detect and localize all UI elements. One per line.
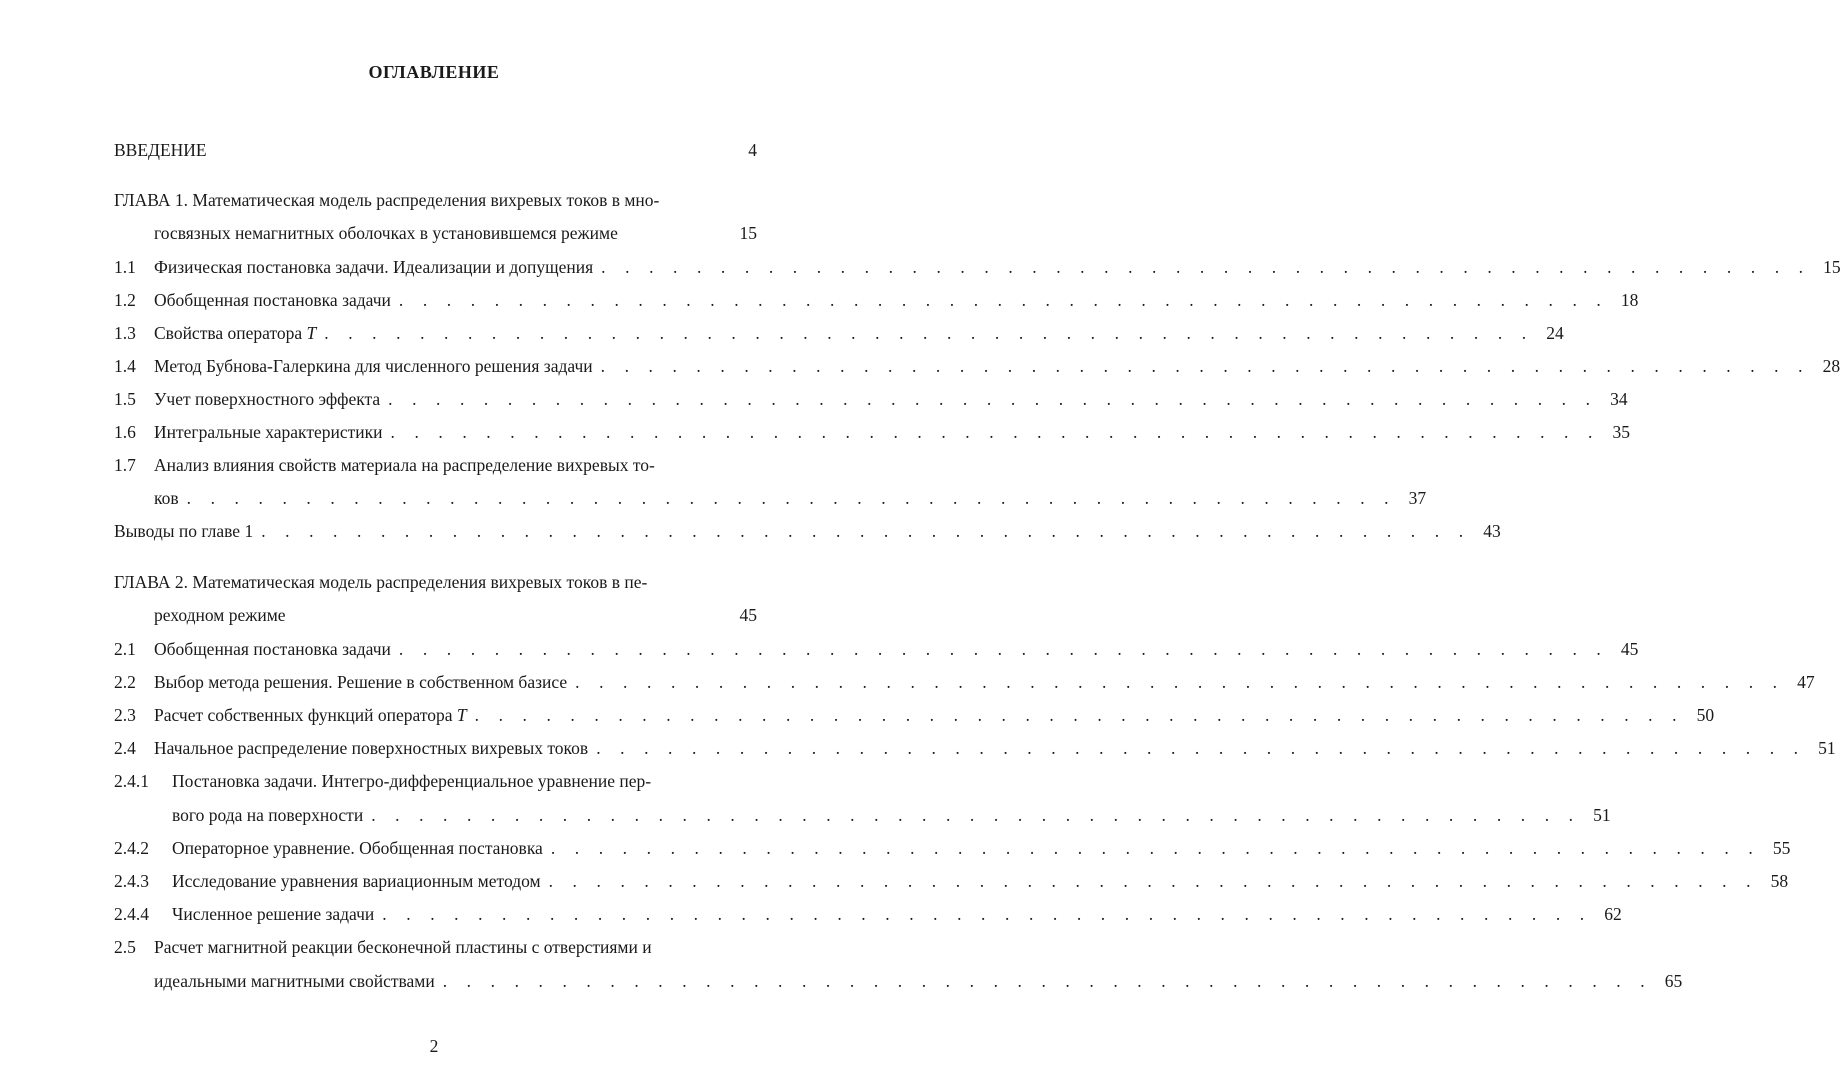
toc-section-1-7-heading[interactable]	[114, 454, 757, 476]
toc-text: Численное решение задачи	[172, 904, 375, 924]
toc-text: Выводы по главе 1	[114, 521, 254, 541]
toc-leader-dots: . . . . . . . . . . . . . . . . . . . . . . . . . . . . . . . . . . . . . . . . . . . . . . . . . . .	[186, 488, 1397, 508]
toc-section-2-4-2[interactable]	[114, 837, 1791, 859]
toc-leader-dots: . . . . . . . . . . . . . . . . . . . . . . . . . . . . . . . . . . . . . . . . . . . . . . . . . . .	[600, 356, 1811, 376]
toc-leader-dots: . . . . . . . . . . . . . . . . . . . . . . . . . . . . . . . . . . . . . . . . . . . . . . . . . . .	[548, 871, 1759, 891]
toc-section-1-7[interactable]	[114, 487, 1427, 509]
toc-text: Метод Бубнова-Галеркина для численного решения задачи	[154, 356, 593, 376]
toc-text: ГЛАВА 1. Математическая модель распределения вихревых токов в мно-	[114, 190, 660, 210]
page-number: 2	[429, 1036, 439, 1056]
toc-number: 2.1	[114, 639, 136, 659]
toc-number: 1.6	[114, 422, 136, 442]
toc-leader-dots: . . . . . . . . . . . . . . . . . . . . . . . . . . . . . . . . . . . . . . . . . . . . . . . . . . .	[398, 639, 1609, 659]
toc-text-group	[154, 704, 467, 726]
toc-entry-intro[interactable]	[114, 139, 757, 161]
toc-page: 24	[1546, 323, 1564, 343]
toc-text: Расчет собственных функций оператора	[154, 705, 453, 725]
toc-number: 1.1	[114, 257, 136, 277]
toc-leader-dots: . . . . . . . . . . . . . . . . . . . . . . . . . . . . . . . . . . . . . . . . . . . . . . . . . . .	[324, 323, 1534, 343]
toc-text-group	[154, 322, 316, 344]
operator-symbol: T	[306, 323, 317, 343]
toc-section-2-2[interactable]	[114, 671, 1815, 693]
toc-section-2-3[interactable]	[114, 704, 1715, 726]
toc-leader-dots: . . . . . . . . . . . . . . . . . . . . . . . . . . . . . . . . . . . . . . . . . . . . . . . . . . .	[398, 290, 1609, 310]
toc-text: ГЛАВА 2. Математическая модель распределения вихревых токов в пе-	[114, 572, 648, 592]
toc-leader-dots: . . . . . . . . . . . . . . . . . . . . . . . . . . . . . . . . . . . . . . . . . . . . . . . . . . .	[382, 904, 1592, 924]
toc-text: Обобщенная постановка задачи	[154, 290, 391, 310]
toc-section-2-5[interactable]	[114, 970, 1683, 992]
toc-page: 50	[1696, 705, 1715, 725]
toc-leader-dots: . . . . . . . . . . . . . . . . . . . . . . . . . . . . . . . . . . . . . . . . . . . . . . . . . . .	[388, 389, 1598, 409]
toc-page: 43	[1483, 521, 1501, 541]
toc-text: Физическая постановка задачи. Идеализации и допущения	[154, 257, 594, 277]
toc-page: 28	[1822, 356, 1841, 376]
toc-text: Учет поверхностного эффекта	[154, 389, 381, 409]
toc-chapter-2-heading[interactable]	[114, 571, 757, 593]
toc-page: 55	[1772, 838, 1791, 858]
operator-symbol: T	[456, 705, 467, 725]
toc-section-2-4-1[interactable]	[114, 804, 1611, 826]
toc-number: 2.4.4	[114, 904, 149, 924]
toc-number: 2.2	[114, 672, 136, 692]
toc-page: 15	[739, 223, 757, 243]
toc-text: Интегральные характеристики	[154, 422, 383, 442]
toc-page: 45	[739, 605, 757, 625]
toc-leader-dots: . . . . . . . . . . . . . . . . . . . . . . . . . . . . . . . . . . . . . . . . . . . . . . . . . . .	[575, 672, 1785, 692]
toc-leader-dots: . . . . . . . . . . . . . . . . . . . . . . . . . . . . . . . . . . . . . . . . . . . . . . . . . . .	[390, 422, 1600, 442]
toc-text: Начальное распределение поверхностных вихревых токов	[154, 738, 589, 758]
toc-chapter-2[interactable]	[114, 604, 757, 626]
toc-number: 1.7	[114, 455, 136, 475]
toc-text: Постановка задачи. Интегро-дифференциальное уравнение пер-	[172, 771, 652, 791]
toc-leader-dots: . . . . . . . . . . . . . . . . . . . . . . . . . . . . . . . . . . . . . . . . . . . . . . . . . . .	[550, 838, 1761, 858]
toc-number: 2.5	[114, 937, 136, 957]
toc-section-2-4-4[interactable]	[114, 903, 1622, 925]
toc-number: 1.4	[114, 356, 136, 376]
toc-page: 47	[1797, 672, 1815, 692]
toc-page: 18	[1620, 290, 1639, 310]
toc-page: 62	[1604, 904, 1622, 924]
toc-page: 51	[1818, 738, 1836, 758]
toc-text: вого рода на поверхности	[172, 805, 364, 825]
toc-leader-dots: . . . . . . . . . . . . . . . . . . . . . . . . . . . . . . . . . . . . . . . . . . . . . . . . . . .	[261, 521, 1471, 541]
toc-text: Свойства оператора	[154, 323, 303, 343]
toc-section-1-6[interactable]	[114, 421, 1630, 443]
toc-section-1-4[interactable]	[114, 355, 1841, 377]
toc-page: 15	[1823, 257, 1841, 277]
toc-number: 1.5	[114, 389, 136, 409]
toc-page: 58	[1770, 871, 1789, 891]
toc-text: реходном режиме	[154, 605, 286, 625]
toc-page: 51	[1593, 805, 1611, 825]
toc-text: Расчет магнитной реакции бесконечной пластины с отверстиями и	[154, 937, 652, 957]
toc-text: Операторное уравнение. Обобщенная постановка	[172, 838, 543, 858]
toc-section-1-1[interactable]	[114, 256, 1841, 278]
toc-page: 65	[1664, 971, 1683, 991]
toc-leader-dots: . . . . . . . . . . . . . . . . . . . . . . . . . . . . . . . . . . . . . . . . . . . . . . . . . . .	[596, 738, 1806, 758]
toc-chapter-1-heading[interactable]	[114, 189, 757, 211]
toc-chapter-1[interactable]	[114, 222, 757, 244]
toc-section-2-1[interactable]	[114, 638, 1639, 660]
toc-number: 2.4.2	[114, 838, 149, 858]
toc-number: 2.4	[114, 738, 136, 758]
toc-number: 1.2	[114, 290, 136, 310]
toc-text: Анализ влияния свойств материала на распределение вихревых то-	[154, 455, 655, 475]
toc-text: Обобщенная постановка задачи	[154, 639, 391, 659]
toc-text: ков	[154, 488, 179, 508]
toc-leader-dots: . . . . . . . . . . . . . . . . . . . . . . . . . . . . . . . . . . . . . . . . . . . . . . . . . . .	[474, 705, 1685, 725]
toc-number: 2.4.3	[114, 871, 149, 891]
toc-section-2-4[interactable]	[114, 737, 1836, 759]
toc-section-1-3[interactable]	[114, 322, 1564, 344]
toc-leader-dots: . . . . . . . . . . . . . . . . . . . . . . . . . . . . . . . . . . . . . . . . . . . . . . . . . . .	[442, 971, 1653, 991]
toc-title: ОГЛАВЛЕНИЕ	[368, 62, 500, 82]
toc-section-2-5-heading[interactable]	[114, 936, 757, 958]
toc-page: 45	[1620, 639, 1639, 659]
toc-page: 35	[1612, 422, 1630, 442]
toc-section-2-4-1-heading[interactable]	[114, 770, 757, 792]
toc-page: 34	[1610, 389, 1628, 409]
toc-text: ВВЕДЕНИЕ	[114, 140, 207, 160]
toc-page: 37	[1408, 488, 1427, 508]
toc-number: 1.3	[114, 323, 136, 343]
toc-page: 4	[748, 140, 757, 160]
toc-text: госвязных немагнитных оболочках в установившемся режиме	[154, 223, 618, 243]
toc-section-1-2[interactable]	[114, 289, 1639, 311]
toc-section-1-5[interactable]	[114, 388, 1628, 410]
toc-conclusions-1[interactable]	[114, 520, 1501, 542]
toc-text: Исследование уравнения вариационным методом	[172, 871, 541, 891]
toc-text: Выбор метода решения. Решение в собственном базисе	[154, 672, 568, 692]
toc-section-2-4-3[interactable]	[114, 870, 1789, 892]
toc-leader-dots: . . . . . . . . . . . . . . . . . . . . . . . . . . . . . . . . . . . . . . . . . . . . . . . . . . .	[371, 805, 1581, 825]
toc-number: 2.4.1	[114, 771, 149, 791]
toc-text: идеальными магнитными свойствами	[154, 971, 435, 991]
toc-leader-dots: . . . . . . . . . . . . . . . . . . . . . . . . . . . . . . . . . . . . . . . . . . . . . . . . . . .	[601, 257, 1811, 277]
toc-number: 2.3	[114, 705, 136, 725]
